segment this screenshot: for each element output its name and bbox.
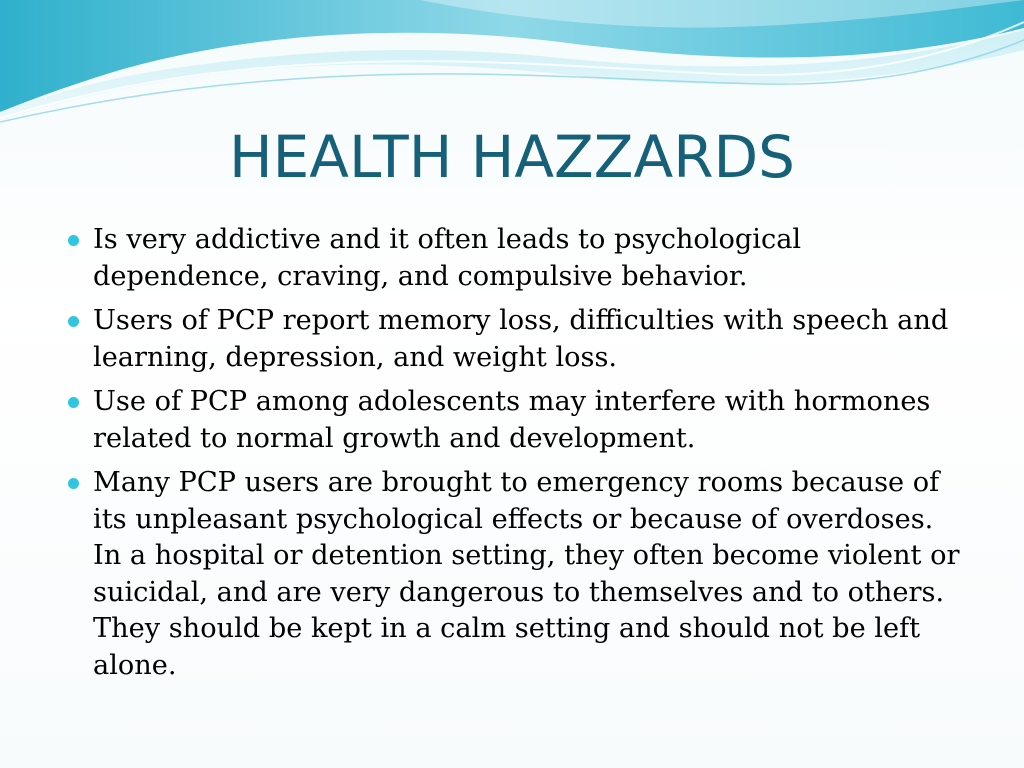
- bullet-item: [68, 384, 968, 457]
- bullet-item: [68, 465, 968, 684]
- slide-title: HEALTH HAZZARDS: [229, 123, 795, 191]
- bullet-item: [68, 222, 968, 295]
- bullet-text: Is very addictive and it often leads to psychological dependence, craving, and compulsive behavior.: [93, 224, 802, 292]
- bullet-item: [68, 303, 968, 376]
- bullet-text: Use of PCP among adolescents may interfere with hormones related to normal growth and development.: [93, 386, 931, 454]
- bullet-text: Users of PCP report memory loss, difficulties with speech and learning, depression, and weight loss.: [93, 305, 949, 373]
- bullet-dot-icon: [68, 397, 79, 408]
- bullet-text: Many PCP users are brought to emergency rooms because of its unpleasant psychological effects or because of overdoses. In a hospital or detention setting, they often become violent or suicidal, and are very dangerous to themselves and to others. They should be kept in a calm setting and should not be left alone.: [93, 467, 960, 681]
- header-wave-decoration: [0, 0, 1024, 130]
- bullet-dot-icon: [68, 235, 79, 246]
- bullet-dot-icon: [68, 478, 79, 489]
- bullet-list: [68, 222, 968, 692]
- bullet-dot-icon: [68, 316, 79, 327]
